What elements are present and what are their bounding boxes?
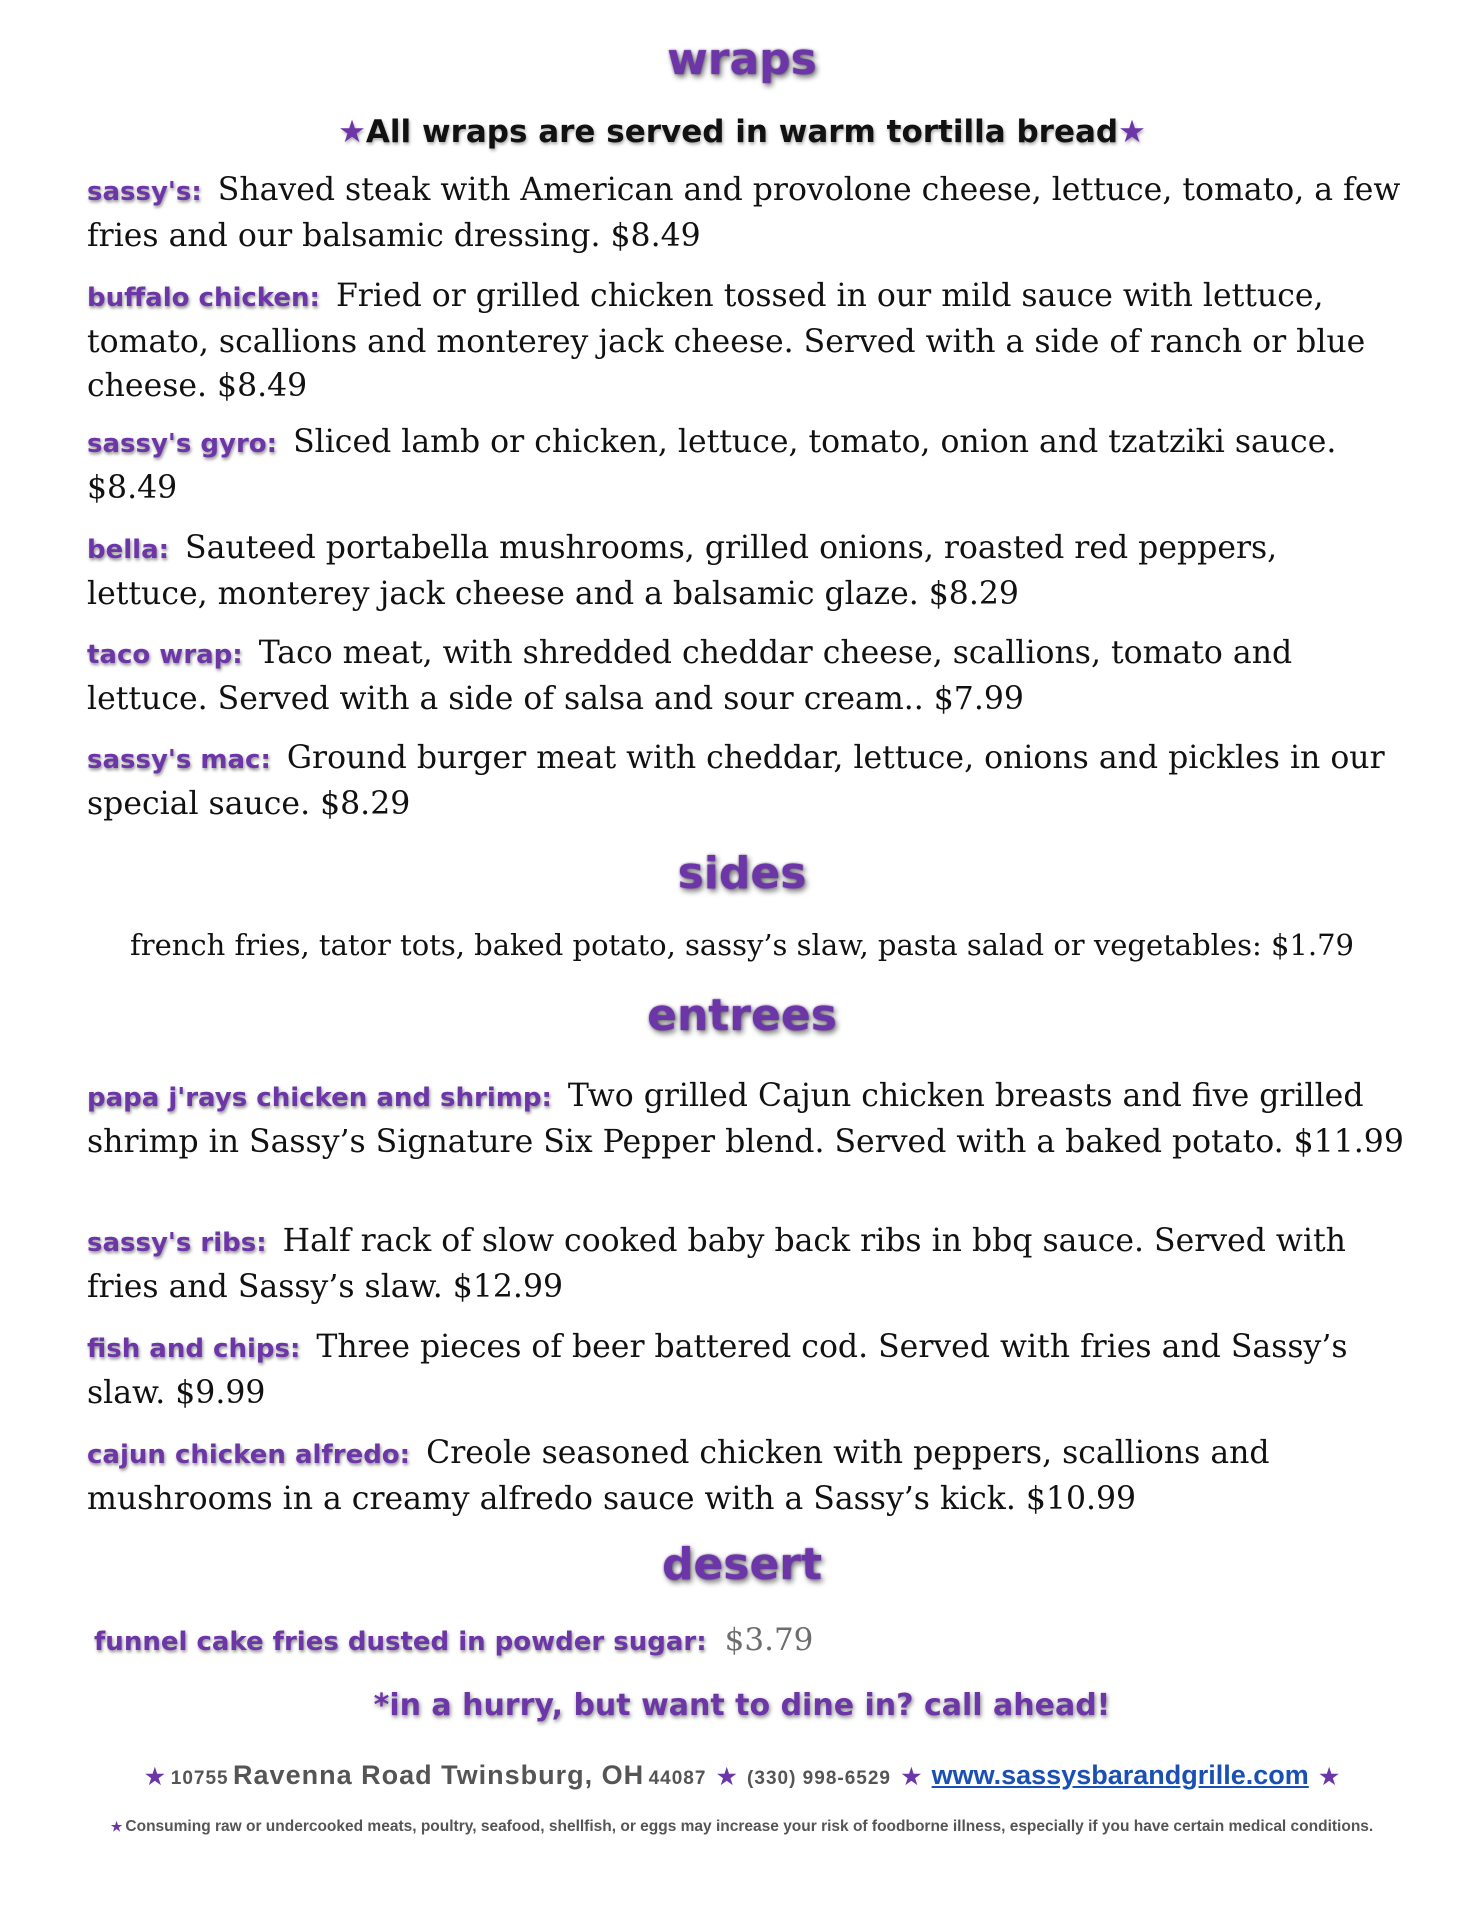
zip-code: 44087 bbox=[648, 1768, 707, 1789]
section-title-entrees: entrees bbox=[647, 990, 837, 1041]
item-description: Half rack of slow cooked baby back ribs in bbq sauce. Served with fries and Sassy’s slaw. $12.99 bbox=[87, 1223, 1346, 1305]
item-description: Taco meat, with shredded cheddar cheese, scallions, tomato and lettuce. Served with a side of salsa and sour cream.. $7.99 bbox=[87, 635, 1293, 717]
star-icon: ★ bbox=[1118, 114, 1146, 150]
item-name: taco wrap: bbox=[87, 640, 243, 670]
star-icon: ★ bbox=[110, 1819, 123, 1834]
menu-item-buffalo-chicken bbox=[87, 274, 1407, 408]
star-icon: ★ bbox=[716, 1764, 737, 1789]
item-name: papa j'rays chicken and shrimp: bbox=[87, 1083, 552, 1113]
item-name: sassy's: bbox=[87, 177, 202, 207]
disclaimer-text: Consuming raw or undercooked meats, poultry, seafood, shellfish, or eggs may increase your risk of foodborne illness, especially if you have certain medical conditions. bbox=[125, 1818, 1374, 1835]
street-number: 10755 bbox=[170, 1768, 229, 1789]
item-name: sassy's mac: bbox=[87, 745, 271, 775]
star-icon: ★ bbox=[338, 114, 366, 150]
menu-item-sassys-gyro bbox=[87, 420, 1407, 510]
wraps-note bbox=[0, 114, 1484, 150]
item-name: fish and chips: bbox=[87, 1334, 301, 1364]
phone-number: (330) 998-6529 bbox=[747, 1768, 891, 1789]
star-icon: ★ bbox=[901, 1764, 922, 1789]
menu-item-sassys-mac bbox=[87, 736, 1407, 826]
star-icon: ★ bbox=[1319, 1764, 1339, 1789]
menu-item-sassys-ribs bbox=[87, 1219, 1407, 1309]
wraps-note-text: All wraps are served in warm tortilla bread bbox=[365, 114, 1119, 150]
item-name: funnel cake fries dusted in powder sugar: bbox=[94, 1627, 707, 1657]
footer-contact bbox=[0, 1760, 1484, 1791]
food-safety-disclaimer bbox=[0, 1818, 1484, 1836]
menu-item-taco-wrap bbox=[87, 631, 1407, 721]
item-price: $3.79 bbox=[724, 1622, 814, 1658]
section-title-sides: sides bbox=[677, 848, 807, 899]
call-ahead-note: *in a hurry, but want to dine in? call ahead! bbox=[373, 1688, 1111, 1723]
section-title-wraps: wraps bbox=[667, 34, 817, 85]
item-name: cajun chicken alfredo: bbox=[87, 1440, 411, 1470]
item-description: Fried or grilled chicken tossed in our mild sauce with lettuce, tomato, scallions and monterey jack cheese. Served with a side of ranch or blue cheese. $8.49 bbox=[87, 278, 1366, 404]
menu-item-bella bbox=[87, 526, 1407, 616]
menu-item-cajun-chicken-alfredo bbox=[87, 1431, 1407, 1521]
website-link[interactable]: www.sassysbarandgrille.com bbox=[931, 1760, 1309, 1790]
menu-item-fish-and-chips bbox=[87, 1325, 1407, 1415]
star-icon: ★ bbox=[145, 1764, 165, 1789]
item-description: Sliced lamb or chicken, lettuce, tomato, onion and tzatziki sauce. $8.49 bbox=[87, 424, 1337, 506]
item-description: Shaved steak with American and provolone cheese, lettuce, tomato, a few fries and our balsamic dressing. $8.49 bbox=[87, 172, 1401, 254]
item-name: sassy's ribs: bbox=[87, 1228, 267, 1258]
item-description: Ground burger meat with cheddar, lettuce, onions and pickles in our special sauce. $8.29 bbox=[87, 740, 1385, 822]
item-description: Sauteed portabella mushrooms, grilled onions, roasted red peppers, lettuce, monterey jack cheese and a balsamic glaze. $8.29 bbox=[87, 530, 1278, 612]
menu-item-funnel-cake-fries bbox=[94, 1622, 813, 1658]
item-description: Two grilled Cajun chicken breasts and five grilled shrimp in Sassy’s Signature Six Pepper blend. Served with a baked potato. $11.99 bbox=[87, 1078, 1404, 1160]
menu-item-sassys bbox=[87, 168, 1407, 258]
item-name: bella: bbox=[87, 535, 170, 565]
street-address: Ravenna Road Twinsburg bbox=[233, 1760, 585, 1790]
section-title-desert: desert bbox=[661, 1539, 823, 1590]
state: , OH bbox=[584, 1760, 645, 1790]
item-name: buffalo chicken: bbox=[87, 283, 320, 313]
sides-list: french fries, tator tots, baked potato, sassy’s slaw, pasta salad or vegetables: $1.79 bbox=[129, 928, 1354, 962]
item-description: Creole seasoned chicken with peppers, scallions and mushrooms in a creamy alfredo sauce with a Sassy’s kick. $10.99 bbox=[87, 1435, 1270, 1517]
item-description: Three pieces of beer battered cod. Served with fries and Sassy’s slaw. $9.99 bbox=[87, 1329, 1348, 1411]
menu-item-papa-jrays bbox=[87, 1074, 1407, 1164]
item-name: sassy's gyro: bbox=[87, 429, 278, 459]
